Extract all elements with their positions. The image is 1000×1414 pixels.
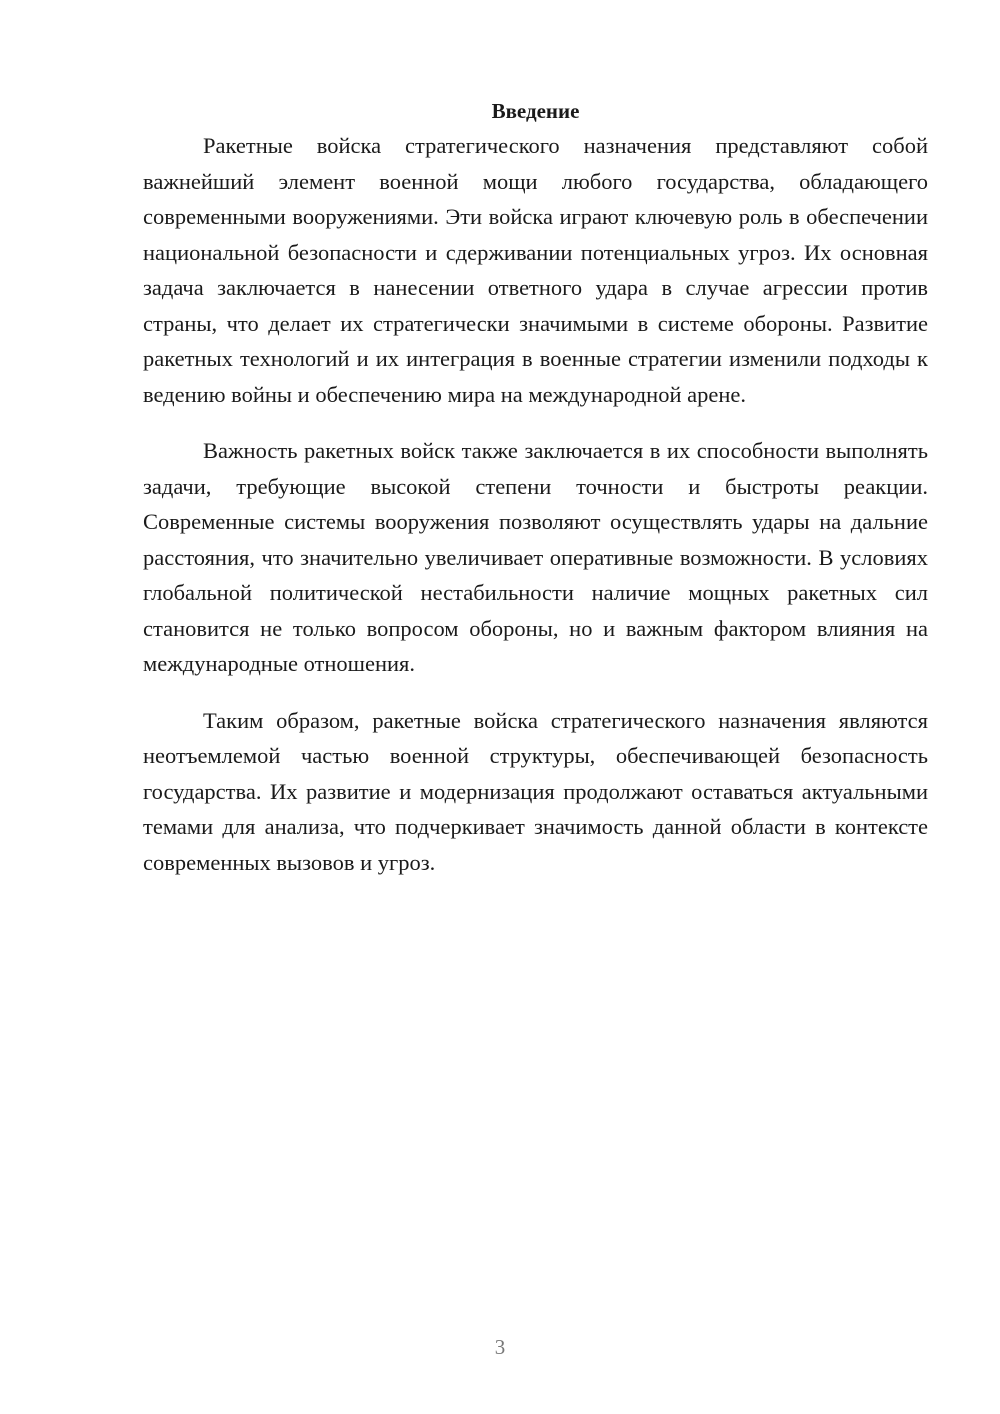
page-number: 3 [494, 1335, 506, 1359]
section-title: Введение [491, 99, 580, 123]
paragraph-2: Важность ракетных войск также заключается в их способности выполнять задачи, требующие высокой степени точности и быстроты реакции. Современные системы вооружения позволяют осуществлять удары на дальние расстояния, что значительно увеличивает оперативные возможности. В условиях глобальной политической нестабильности наличие мощных ракетных сил становится не только вопросом обороны, но и важным фактором влияния на международные отношения. [143, 438, 928, 676]
paragraph-3: Таким образом, ракетные войска стратегического назначения являются неотъемлемой частью военной структуры, обеспечивающей безопасность государства. Их развитие и модернизация продолжают оставаться актуальными темами для анализа, что подчеркивает значимость данной области в контексте современных вызовов и угроз. [143, 707, 928, 875]
paragraph-1: Ракетные войска стратегического назначения представляют собой важнейший элемент военной мощи любого государства, обладающего современными вооружениями. Эти войска играют ключевую роль в обеспечении национальной безопасности и сдерживании потенциальных угроз. Их основная задача заключается в нанесении ответного удара в случае агрессии против страны, что делает их стратегически значимыми в системе обороны. Развитие ракетных технологий и их интеграция в военные стратегии изменили подходы к ведению войны и обеспечению мира на международной арене. [143, 133, 928, 407]
document-content [143, 96, 928, 880]
